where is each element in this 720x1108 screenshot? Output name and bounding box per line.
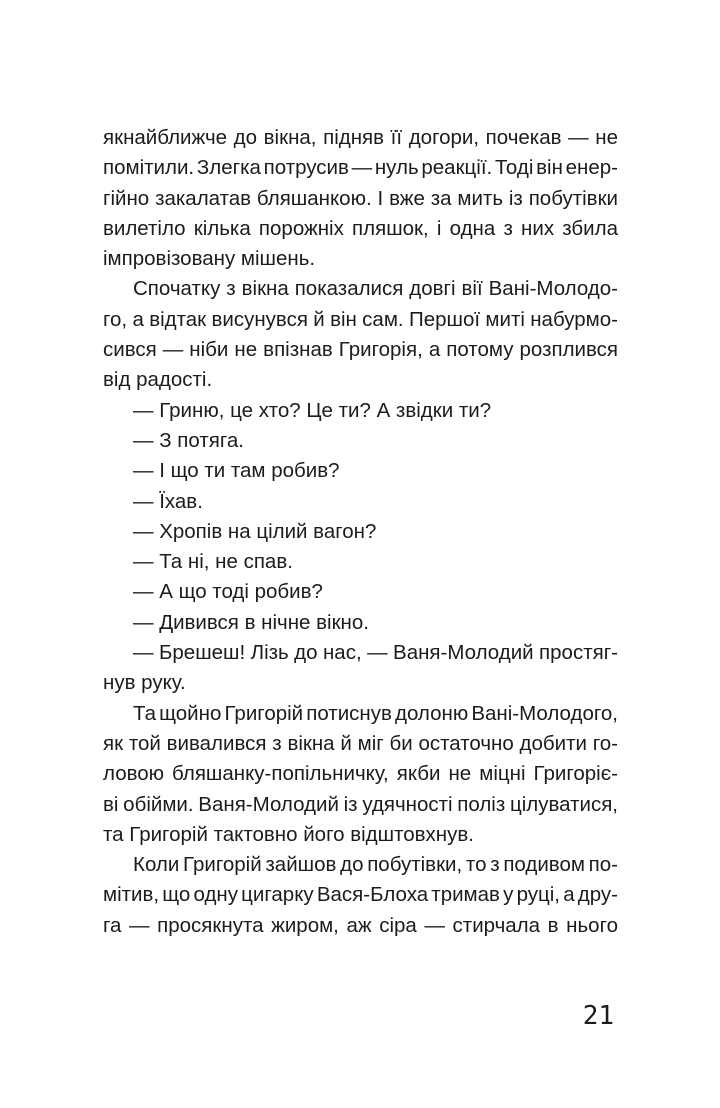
text-line: — Гриню, це хто? Це ти? А звідки ти? (133, 398, 492, 422)
text-line: Та щойно Григорій потиснув долоню Вані-Молодого, (133, 701, 618, 725)
paragraph (103, 608, 618, 638)
paragraph (103, 638, 618, 699)
text-line: нув руку. (103, 671, 186, 695)
text-line: імпровізовану мішень. (103, 247, 316, 271)
text-line: помітили. Злегка потрусив — нуль реакції. Тоді він енер- (103, 156, 618, 180)
text-line: — Брешеш! Лізь до нас, — Ваня-Молодий простяг- (133, 641, 618, 665)
text-line: — А що тоді робив? (133, 580, 323, 604)
text-line: вилетіло кілька порожніх пляшок, і одна з них збила (103, 216, 618, 240)
text-line: ві обійми. Ваня-Молодий із удячності поліз цілуватися, (103, 792, 618, 816)
text-line: — Їхав. (133, 489, 203, 513)
text-line: гійно закалатав бляшанкою. І вже за мить із побутівки (103, 186, 618, 210)
text-line: та Григорій тактовно його відштовхнув. (103, 822, 474, 846)
page-number: 21 (582, 1001, 614, 1031)
paragraph (103, 699, 618, 850)
paragraph (103, 123, 618, 274)
text-line: Спочатку з вікна показалися довгі вії Вані-Молодо- (133, 277, 618, 301)
paragraph (103, 850, 618, 941)
text-line: — З потяга. (133, 428, 244, 452)
text-line: ловою бляшанку-попільничку, якби не міцні Григоріє- (103, 762, 618, 786)
text-line: — І що ти там робив? (133, 459, 340, 483)
paragraph (103, 517, 618, 547)
text-block (103, 123, 618, 941)
paragraph (103, 547, 618, 577)
text-line: га — просякнута жиром, аж сіра — стирчала в нього (103, 913, 618, 937)
text-line: якнайближче до вікна, підняв її догори, почекав — не (103, 126, 618, 149)
paragraph (103, 577, 618, 607)
text-line: — Дивився в нічне вікно. (133, 610, 369, 634)
paragraph (103, 456, 618, 486)
text-line: сився — ніби не впізнав Григорія, а потому розплився (103, 338, 618, 362)
text-line: мітив, що одну цигарку Вася-Блоха тримав у руці, а дру- (103, 883, 618, 907)
text-line: го, а відтак висунувся й він сам. Першої миті набурмо- (103, 307, 618, 331)
text-line: — Хропів на цілий вагон? (133, 519, 377, 543)
paragraph (103, 274, 618, 395)
text-line: — Та ні, не спав. (133, 550, 293, 574)
paragraph (103, 396, 618, 426)
paragraph (103, 426, 618, 456)
text-line: як той вивалився з вікна й міг би остаточно добити го- (103, 731, 618, 755)
text-line: від радості. (103, 368, 213, 392)
text-line: Коли Григорій зайшов до побутівки, то з подивом по- (133, 853, 618, 877)
paragraph (103, 487, 618, 517)
